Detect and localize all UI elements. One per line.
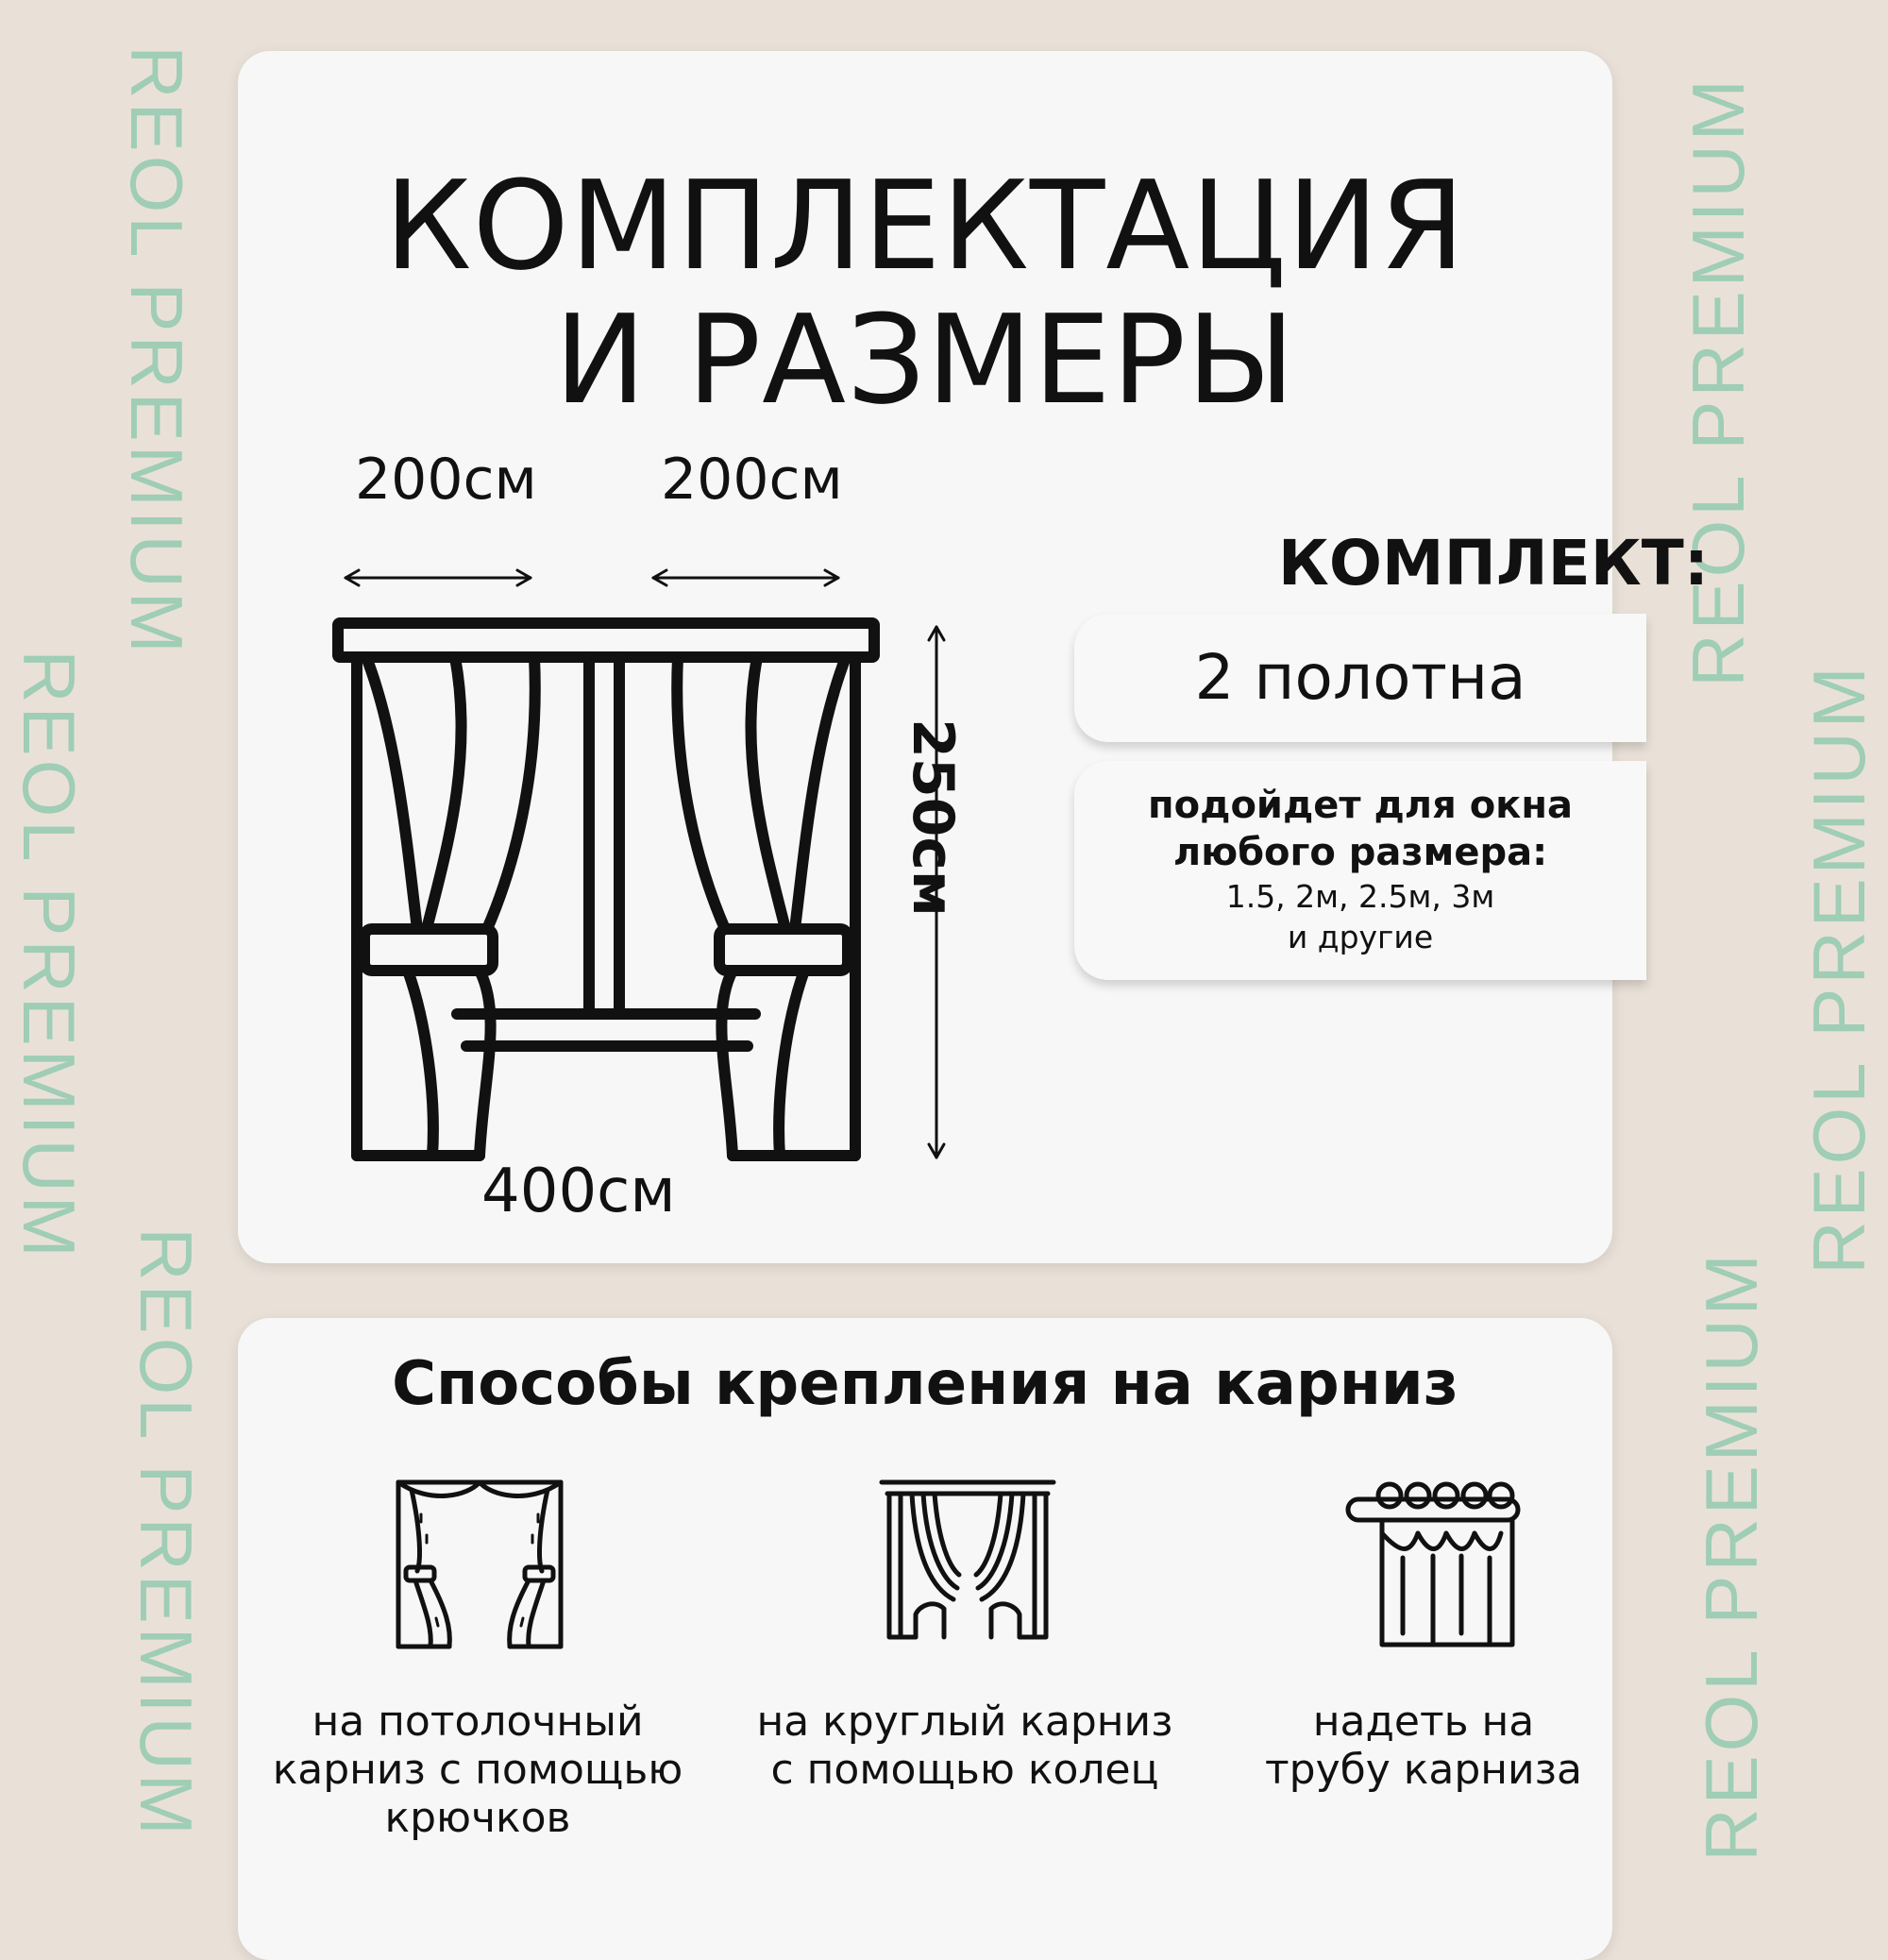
watermark-left-3: REOL PREMIUM [125,1227,208,1839]
curtain-rings-icon [878,1477,1057,1643]
kit-panels-badge [1074,614,1646,742]
kit-panels-text: 2 полотна [1194,641,1526,714]
width-arrow-left [346,570,531,585]
watermark-left-2: REOL PREMIUM [8,650,91,1261]
mount-hooks-line-1: на потолочный [312,1698,644,1746]
watermark-right-3: REOL PREMIUM [1690,1250,1773,1862]
curtain-hooks-icon [393,1477,566,1656]
mounting-heading: Способы крепления на карниз [392,1349,1458,1419]
total-width-label: 400см [481,1157,676,1226]
panel-width-left-label: 200см [355,447,537,513]
page-title-line-1: КОМПЛЕКТАЦИЯ [384,154,1466,297]
height-label: 250см [900,718,966,917]
mount-rod-line-2: трубу карниза [1265,1746,1582,1794]
curtain-rod [338,623,874,657]
watermark-left-1: REOL PREMIUM [115,45,198,657]
fit-line-1: подойдет для окна [1148,784,1573,827]
mount-rod-line-1: надеть на [1312,1698,1535,1746]
window-curtain-diagram [285,457,1097,1174]
panel-width-right-label: 200см [661,447,843,513]
fit-sizes: 1.5, 2м, 2.5м, 3м [1225,878,1495,915]
mount-rings-line-2: с помощью колец [770,1746,1159,1794]
kit-fit-badge [1074,761,1646,980]
curtain-rod-pocket-icon [1344,1473,1522,1650]
watermark-right-2: REOL PREMIUM [1797,663,1880,1275]
watermark-right-1: REOL PREMIUM [1677,76,1760,687]
mount-hooks-line-2: карниз с помощью [272,1746,683,1794]
mount-option-hooks-label [251,1698,704,1842]
mounting-card [238,1318,1612,1960]
mount-option-rings-label [738,1698,1191,1794]
fit-other: и другие [1287,919,1434,955]
mount-hooks-line-3: крючков [384,1794,571,1842]
page-title-line-2: И РАЗМЕРЫ [554,288,1296,431]
fit-line-2: любого размера: [1172,831,1548,874]
mount-rings-line-1: на круглый карниз [756,1698,1173,1746]
mount-option-rod-label [1197,1698,1650,1794]
kit-heading: КОМПЛЕКТ: [1277,527,1710,600]
width-arrow-right [653,570,838,585]
